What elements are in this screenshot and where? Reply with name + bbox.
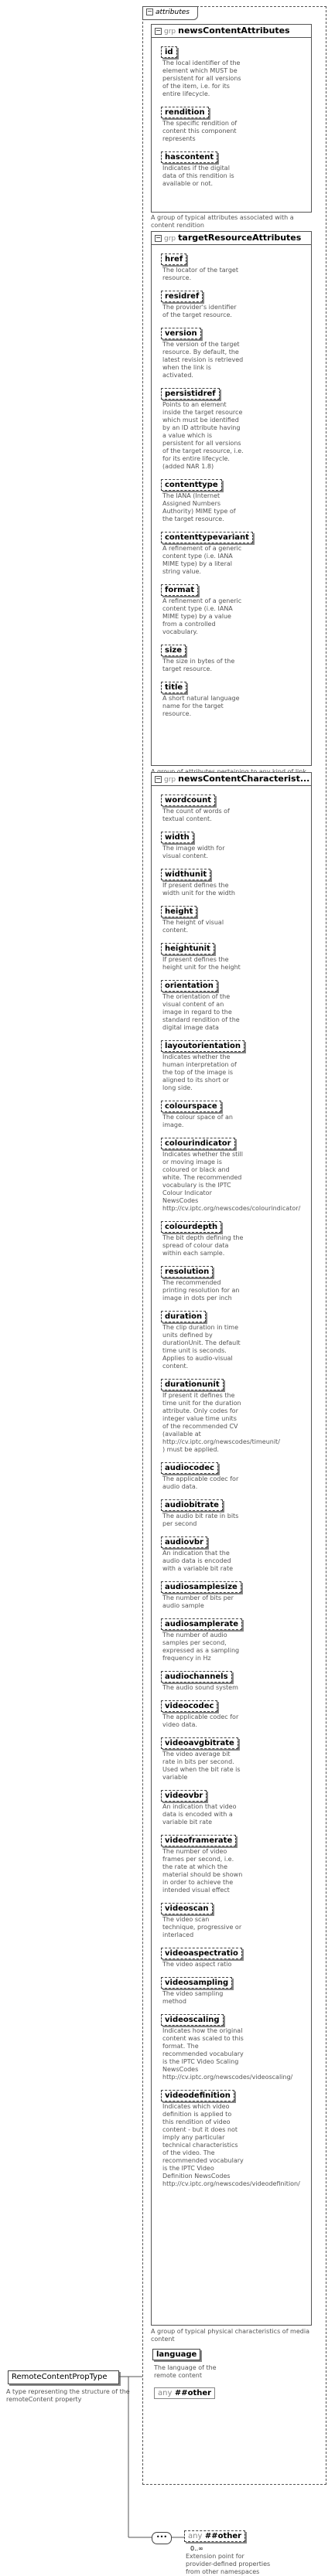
attribute-name-box[interactable]: audiocodec [161,1462,218,1474]
any-element-description: Extension point for provider-defined properties from other namespaces [186,2553,271,2575]
attribute-item [161,475,311,523]
attribute-description: The local identifier of the element which MUST be persistent for all versions of the item, i.e. for its entire lifecycle. [162,60,241,97]
attribute-item [161,976,311,1032]
attribute-item [161,43,311,98]
attribute-item [161,1973,311,2006]
attribute-name-box[interactable]: residref [161,291,203,302]
attribute-description: The colour space of an image. [162,1114,233,1128]
attribute-item [161,828,311,860]
sequence-connector: ••• [152,2532,172,2544]
attribute-name-box[interactable]: widthunit [161,869,210,880]
attribute-description: The recommended printing resolution for an image in dots per inch [162,1279,240,1302]
attribute-item [161,1831,311,1894]
attribute-description: The audio bit rate in bits per second [162,1513,239,1527]
attribute-group-header[interactable] [152,25,311,38]
attribute-name-box[interactable]: colourspace [161,1101,221,1112]
collapse-icon[interactable]: − [147,8,152,15]
attribute-name-box[interactable]: id [161,46,177,58]
group-prefix: grp [164,235,176,243]
attribute-description: An indication that the audio data is encoded with a variable bit rate [162,1550,234,1572]
attribute-description: The version of the target resource. By default, the latest revision is retrieved when the link is activated. [162,341,244,379]
attribute-description: The count of words of textual content. [162,808,230,822]
attribute-item [161,103,311,143]
attribute-item [161,1577,311,1610]
attribute-item [161,1134,311,1213]
attribute-description: The image width for visual content. [162,845,225,859]
attribute-name-box[interactable]: rendition [161,107,209,118]
attribute-name-box[interactable]: layoutorientation [161,1040,244,1052]
attributes-container [142,6,326,2485]
attribute-item [161,580,311,636]
attribute-description: Indicates which video definition is applied to this rendition of video content - but it does not imply any particular technical characteristics of the video. The recommended vocabulary is the IPTC Video Definition NewsCodes http://cv.iptc.org/newscodes/videodefinition/ [162,2103,300,2187]
attribute-name-box[interactable]: height [161,906,197,917]
attribute-description: The height of visual content. [162,919,224,934]
attribute-description: Points to an element inside the target resource which must be identified by an ID attribute having a value which is persistent for all versions of the target resource, i.e. for its entire lifecycle. (added NAR 1.8) [162,401,244,470]
attribute-item [161,528,311,576]
attribute-name-box[interactable]: colourindicator [161,1138,235,1149]
attribute-item [161,1786,311,1826]
attribute-item [161,287,311,319]
attribute-description: The number of bits per audio sample [162,1594,234,1609]
attribute-name-box[interactable]: videovbr [161,1790,207,1802]
attribute-item [161,1944,311,1969]
attribute-name-box[interactable]: audiosamplerate [161,1618,242,1630]
attribute-description: If present defines the height unit for the height [162,956,241,971]
collapse-icon[interactable]: − [156,26,161,34]
attribute-item [161,939,311,972]
attribute-item [161,1375,311,1454]
attribute-name-box[interactable]: audiobitrate [161,1499,223,1511]
attribute-item [161,1696,311,1729]
attribute-item [161,2086,311,2188]
root-type-name: RemoteContentPropType [12,2373,108,2381]
attribute-description: A short natural language name for the target resource. [162,695,240,717]
attribute-name-box[interactable]: videoavgbitrate [161,1737,238,1749]
attribute-description: The bit depth defining the spread of colour data within each sample. [162,1234,244,1257]
attribute-description: The number of video frames per second, i.e. the rate at which the material should be shown in order to achieve the intended visual effect [162,1848,243,1894]
attribute-item [161,324,311,379]
group-name: newsContentCharacterist... [178,774,310,784]
attribute-name-box[interactable]: contenttypevariant [161,532,253,543]
attribute-item [161,1615,311,1662]
attribute-name-box[interactable]: videosampling [161,1977,232,1989]
attribute-item [161,1533,311,1573]
attribute-name-box[interactable]: videodefinition [161,2090,234,2101]
any-element-name: ##other [204,2532,242,2540]
attribute-name-box[interactable]: width [161,832,193,843]
attribute-item [161,865,311,897]
attribute-item [161,1667,311,1692]
attribute-item [161,641,311,673]
attribute-item [161,678,311,718]
collapse-icon[interactable]: − [156,774,161,782]
attribute-description: A refinement of a generic content type (i.e. IANA MIME type) by a literal string value. [162,545,242,575]
attribute-item [161,791,311,823]
attribute-item [161,1217,311,1257]
attribute-description: The audio sound system [162,1684,238,1691]
attribute-name-box[interactable]: hascontent [161,151,217,163]
attribute-description: The number of audio samples per second, expressed as a sampling frequency in Hz [162,1632,240,1662]
attribute-description: The locator of the target resource. [162,267,238,281]
attribute-description: The orientation of the visual content of an image in regard to the standard rendition of the digital image data [162,993,240,1031]
attribute-name-box[interactable]: format [161,584,198,596]
attribute-name-box[interactable]: videocodec [161,1700,217,1712]
attribute-description: Indicates if the digital data of this rendition is available or not. [162,165,234,187]
attribute-name-box[interactable]: version [161,328,201,339]
attribute-name-box[interactable]: contenttype [161,479,222,491]
attribute-description: If present it defines the time unit for the duration attribute. Only codes for integer value time units of the recommended CV (available at http://cv.iptc.org/newscodes/timeunit/ ) must be applied. [162,1392,280,1453]
attribute-name-box[interactable]: videoscan [161,1903,213,1914]
attribute-group-note: A group of typical physical characteristics of media content [151,2328,309,2343]
attribute-description: If present defines the width unit for the width [162,882,235,897]
attribute-name-box[interactable]: videoscaling [161,2014,224,2026]
attribute-group-note: A group of typical attributes associated with a content rendition [151,214,294,229]
any-element-cardinality: 0..∞ [190,2545,203,2552]
attribute-item [161,1262,311,1302]
attribute-group-1 [151,231,312,766]
attribute-name-box[interactable]: wordcount [161,795,215,806]
attribute-description: The video average bit rate in bits per second. Used when the bit rate is variable [162,1751,241,1781]
attribute-name-box[interactable]: durationunit [161,1379,224,1390]
language-attribute-description: The language of the remote content [154,2364,217,2379]
attribute-description: The size in bytes of the target resource. [162,658,235,672]
any-element-box[interactable] [184,2530,245,2542]
attribute-name-box[interactable]: videoframerate [161,1835,236,1846]
attribute-description: The specific rendition of content this component represents [162,120,238,142]
attribute-group-0 [151,24,312,213]
attribute-name-box[interactable]: resolution [161,1266,213,1278]
attribute-group-2 [151,772,312,2326]
attribute-item [161,250,311,282]
attribute-name-box[interactable]: heightunit [161,943,214,955]
attribute-name-box[interactable]: duration [161,1311,206,1322]
attribute-description: The provider's identifier of the target resource. [162,304,237,318]
attribute-name-box[interactable]: href [161,254,186,265]
attribute-description: The video scan technique, progressive or interlaced [162,1916,242,1938]
attribute-name-box[interactable]: videoaspectratio [161,1948,242,1959]
any-element-prefix: any [188,2532,203,2540]
attribute-description: Indicates how the original content was scaled to this format. The recommended vocabulary is the IPTC Video Scaling NewsCodes http://cv.iptc.org/newscodes/videoscaling/ [162,2027,293,2081]
attribute-name-box[interactable]: audiosamplesize [161,1581,241,1593]
group-prefix: grp [164,776,176,784]
attribute-item [161,2010,311,2081]
attribute-description: Indicates whether the still or moving image is coloured or black and white. The recommended vocabulary is the IPTC Colour Indicator NewsCodes http://cv.iptc.org/newscodes/colourindicator/ [162,1151,301,1212]
attribute-description: The applicable codec for audio data. [162,1475,239,1490]
attribute-description: The video aspect ratio [162,1961,232,1968]
attributes-label: attributes [156,9,190,16]
attribute-item [161,1036,311,1092]
attribute-name-box[interactable]: title [161,682,186,693]
attribute-item [161,148,311,188]
attribute-item [161,384,311,471]
attribute-name-box[interactable]: orientation [161,980,217,992]
attribute-item [161,1734,311,1781]
group-prefix: grp [164,28,176,36]
attribute-name-box[interactable]: audiovbr [161,1536,207,1548]
attribute-item [161,1899,311,1939]
collapse-icon[interactable]: − [156,233,161,241]
group-name: newsContentAttributes [178,26,290,36]
any-attribute-box[interactable] [154,2387,215,2399]
attribute-item [161,1097,311,1129]
attribute-description: The applicable codec for video data. [162,1713,239,1728]
attribute-name-box[interactable]: size [161,645,186,656]
language-attribute[interactable] [152,2349,200,2360]
language-attribute-name: language [156,2350,197,2359]
attribute-item [161,1458,311,1491]
attribute-name-box[interactable]: colourdepth [161,1221,221,1233]
any-attribute-prefix: any [158,2389,173,2397]
attribute-group-header[interactable] [152,773,311,786]
attribute-description: The IANA (Internet Assigned Numbers Authority) MIME type of the target resource. [162,492,236,522]
attribute-item [161,1496,311,1528]
attribute-group-header[interactable] [152,232,311,245]
attributes-tab[interactable] [142,6,198,20]
attribute-description: A refinement of a generic content type (i.e. IANA MIME type) by a value from a controlled vocabulary. [162,597,242,635]
group-name: targetResourceAttributes [178,233,302,243]
any-attribute-name: ##other [174,2389,212,2397]
attribute-description: An indication that video data is encoded with a variable bit rate [162,1803,237,1826]
attribute-description: Indicates whether the human interpretation of the top of the image is aligned to its short or long side. [162,1053,237,1091]
root-type-description: A type representing the structure of the remoteContent property [6,2388,130,2403]
attribute-item [161,1307,311,1370]
attribute-item [161,902,311,934]
attribute-name-box[interactable]: persistidref [161,388,220,400]
attribute-description: The clip duration in time units defined by durationUnit. The default time unit is seconds. Applies to audio-visual content. [162,1324,241,1370]
attribute-description: The video sampling method [162,1990,224,2005]
attribute-name-box[interactable]: audiochannels [161,1671,232,1683]
